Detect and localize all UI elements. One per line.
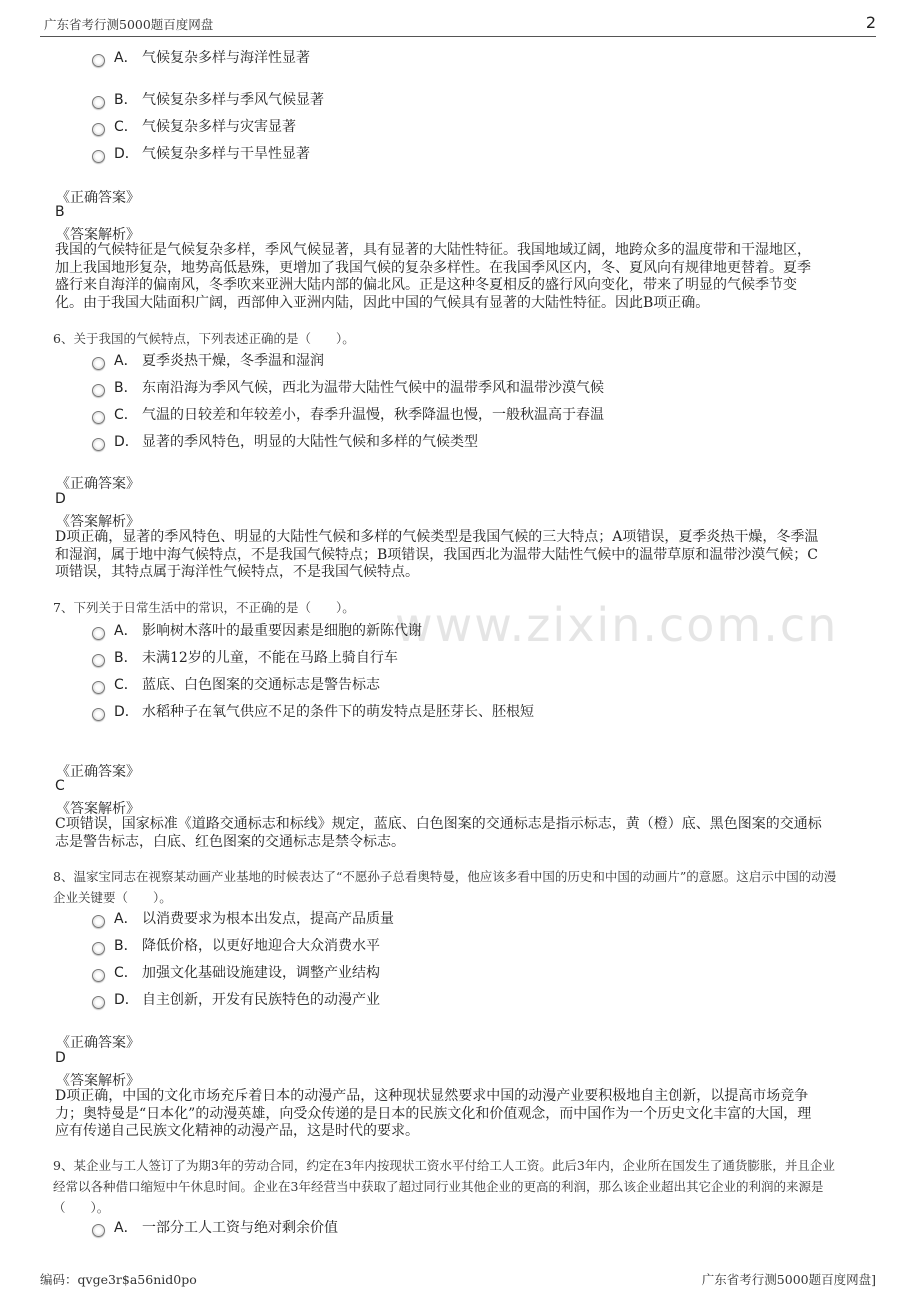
- option-letter: D．: [114, 146, 139, 162]
- option-text: 未满12岁的儿童，不能在马路上骑自行车: [142, 650, 398, 666]
- analysis-line: 加上我国地形复杂，地势高低悬殊，更增加了我国气候的复杂多样性。在我国季风区内，冬、夏风向有规律地更替着。夏季: [55, 259, 811, 276]
- stem-line: 7、下列关于日常生活中的常识，不正确的是（ ）。: [53, 600, 355, 615]
- option-letter: B．: [114, 92, 138, 108]
- option-q8-b[interactable]: [92, 934, 380, 956]
- option-letter: B．: [114, 650, 138, 666]
- answer-label: 《正确答案》: [56, 764, 140, 780]
- option-q7-c[interactable]: [92, 673, 380, 695]
- option-q6-c[interactable]: [92, 403, 604, 425]
- option-q8-d[interactable]: [92, 988, 380, 1010]
- radio-icon[interactable]: [92, 942, 105, 955]
- radio-icon[interactable]: [92, 123, 105, 136]
- option-q5-d[interactable]: [92, 142, 310, 164]
- answer-label: 《正确答案》: [56, 1035, 140, 1051]
- analysis-line: D项正确，中国的文化市场充斥着日本的动漫产品，这种现状显然要求中国的动漫产业要积极地自主创新，以提高市场竞争: [55, 1088, 809, 1104]
- radio-icon[interactable]: [92, 150, 105, 163]
- option-text: 气候复杂多样与季风气候显著: [142, 92, 324, 108]
- option-letter: C．: [114, 965, 138, 981]
- option-letter: A．: [114, 911, 138, 927]
- radio-icon[interactable]: [92, 708, 105, 721]
- stem-line: 8、温家宝同志在视察某动画产业基地的时候表达了“不愿孙子总看奥特曼，他应该多看中国的历史和中国的动画片”的意愿。这启示中国的动漫: [53, 869, 837, 884]
- radio-icon[interactable]: [92, 411, 105, 424]
- option-q8-a[interactable]: [92, 907, 394, 929]
- question-stem-6: [53, 328, 873, 349]
- option-letter: A．: [114, 50, 138, 66]
- stem-line: （ ）。: [53, 1200, 110, 1215]
- analysis-text: [55, 816, 870, 851]
- answer-label: 《正确答案》: [56, 476, 140, 492]
- analysis-label: 《答案解析》: [56, 801, 140, 817]
- option-text: 显著的季风特色，明显的大陆性气候和多样的气候类型: [142, 434, 478, 450]
- option-q7-a[interactable]: [92, 619, 422, 641]
- radio-icon[interactable]: [92, 627, 105, 640]
- watermark: www.zixin.com.cn: [395, 598, 839, 652]
- option-letter: B．: [114, 938, 138, 954]
- radio-icon[interactable]: [92, 384, 105, 397]
- option-text: 降低价格，以更好地迎合大众消费水平: [142, 938, 380, 954]
- option-text: 水稻种子在氧气供应不足的条件下的萌发特点是胚芽长、胚根短: [142, 704, 534, 720]
- radio-icon[interactable]: [92, 357, 105, 370]
- option-q5-b[interactable]: [92, 88, 324, 110]
- option-letter: D．: [114, 434, 139, 450]
- radio-icon[interactable]: [92, 96, 105, 109]
- page-header: [40, 14, 876, 37]
- page-number: 2: [865, 13, 876, 32]
- question-stem-7: [53, 597, 873, 618]
- option-text: 影响树木落叶的最重要因素是细胞的新陈代谢: [142, 623, 422, 639]
- stem-line: 6、关于我国的气候特点，下列表述正确的是（ ）。: [53, 331, 355, 346]
- answer-label: 《正确答案》: [56, 190, 140, 206]
- analysis-line: 力；奥特曼是“日本化”的动漫英雄，向受众传递的是日本的民族文化和价值观念，而中国作为一个历史文化丰富的大国，理: [55, 1105, 812, 1122]
- analysis-label: 《答案解析》: [56, 227, 140, 243]
- option-letter: B．: [114, 380, 138, 396]
- option-letter: D．: [114, 704, 139, 720]
- radio-icon[interactable]: [92, 915, 105, 928]
- analysis-text: [55, 529, 870, 582]
- radio-icon[interactable]: [92, 1224, 105, 1237]
- analysis-line: 项错误，其特点属于海洋性气候特点，不是我国气候特点。: [55, 564, 419, 581]
- stem-line: 9、某企业与工人签订了为期3年的劳动合同，约定在3年内按现状工资水平付给工人工资。此后3年内，企业所在国发生了通货膨胀，并且企业: [53, 1158, 835, 1173]
- option-text: 一部分工人工资与绝对剩余价值: [142, 1220, 338, 1236]
- radio-icon[interactable]: [92, 54, 105, 67]
- footer-code: 编码：qvge3r$a56nid0po: [40, 1272, 197, 1287]
- option-q8-c[interactable]: [92, 961, 380, 983]
- radio-icon[interactable]: [92, 654, 105, 667]
- option-text: 夏季炎热干燥，冬季温和湿润: [142, 353, 324, 369]
- option-text: 加强文化基础设施建设，调整产业结构: [142, 965, 380, 981]
- analysis-label: 《答案解析》: [56, 514, 140, 530]
- option-text: 蓝底、白色图案的交通标志是警告标志: [142, 677, 380, 693]
- option-letter: A．: [114, 1220, 138, 1236]
- option-letter: A．: [114, 623, 138, 639]
- analysis-text: [55, 242, 870, 312]
- analysis-line: 志是警告标志，白底、红色图案的交通标志是禁令标志。: [55, 833, 405, 850]
- analysis-line: D项正确，显著的季风特色、明显的大陆性气候和多样的气候类型是我国气候的三大特点；A项错误，夏季炎热干燥，冬季温: [55, 529, 819, 545]
- option-q7-b[interactable]: [92, 646, 398, 668]
- option-q9-a[interactable]: [92, 1216, 338, 1238]
- option-q5-a[interactable]: [92, 46, 310, 68]
- answer-value: D: [55, 491, 66, 507]
- option-text: 气候复杂多样与海洋性显著: [142, 50, 310, 66]
- question-stem-9: [53, 1155, 873, 1218]
- option-text: 以消费要求为根本出发点，提高产品质量: [142, 911, 394, 927]
- question-stem-8: [53, 866, 873, 908]
- option-text: 气温的日较差和年较差小，春季升温慢，秋季降温也慢，一般秋温高于春温: [142, 407, 604, 423]
- option-q7-d[interactable]: [92, 700, 534, 722]
- radio-icon[interactable]: [92, 438, 105, 451]
- analysis-line: C项错误，国家标准《道路交通标志和标线》规定，蓝底、白色图案的交通标志是指示标志，黄（橙）底、黑色图案的交通标: [55, 816, 822, 832]
- option-letter: C．: [114, 677, 138, 693]
- analysis-line: 化。由于我国大陆面积广阔，西部伸入亚洲内陆，因此中国的气候具有显著的大陆性特征。因此B项正确。: [55, 294, 710, 311]
- radio-icon[interactable]: [92, 969, 105, 982]
- answer-value: C: [55, 778, 65, 794]
- analysis-text: [55, 1088, 870, 1141]
- option-letter: C．: [114, 407, 138, 423]
- option-letter: C．: [114, 119, 138, 135]
- analysis-line: 盛行来自海洋的偏南风，冬季吹来亚洲大陆内部的偏北风。正是这种冬夏相反的盛行风向变化，带来了明显的气候季节变: [55, 277, 797, 294]
- stem-line: 企业关键要（ ）。: [53, 890, 172, 905]
- option-letter: A．: [114, 353, 138, 369]
- stem-line: 经常以各种借口缩短中午休息时间。企业在3年经营当中获取了超过同行业其他企业的更高的利润，那么该企业超出其它企业的利润的来源是: [53, 1179, 824, 1194]
- header-title: 广东省考行测5000题百度网盘: [44, 17, 214, 32]
- analysis-line: 和湿润，属于地中海气候特点，不是我国气候特点；B项错误，我国西北为温带大陆性气候中的温带草原和温带沙漠气候；C: [55, 546, 818, 563]
- option-text: 东南沿海为季风气候，西北为温带大陆性气候中的温带季风和温带沙漠气候: [142, 380, 604, 396]
- option-q5-c[interactable]: [92, 115, 296, 137]
- radio-icon[interactable]: [92, 681, 105, 694]
- answer-value: B: [55, 204, 65, 220]
- option-text: 自主创新，开发有民族特色的动漫产业: [142, 992, 380, 1008]
- option-text: 气候复杂多样与干旱性显著: [142, 146, 310, 162]
- option-text: 气候复杂多样与灾害显著: [142, 119, 296, 135]
- option-q6-b[interactable]: [92, 376, 604, 398]
- option-q6-a[interactable]: [92, 349, 324, 371]
- radio-icon[interactable]: [92, 996, 105, 1009]
- analysis-line: 应有传递自己民族文化精神的动漫产品，这是时代的要求。: [55, 1123, 419, 1140]
- option-letter: D．: [114, 992, 139, 1008]
- footer-title: 广东省考行测5000题百度网盘]: [701, 1272, 876, 1287]
- answer-value: D: [55, 1050, 66, 1066]
- analysis-label: 《答案解析》: [56, 1073, 140, 1089]
- option-q6-d[interactable]: [92, 430, 478, 452]
- analysis-line: 我国的气候特征是气候复杂多样，季风气候显著，具有显著的大陆性特征。我国地域辽阔，地跨众多的温度带和干湿地区，: [55, 242, 811, 258]
